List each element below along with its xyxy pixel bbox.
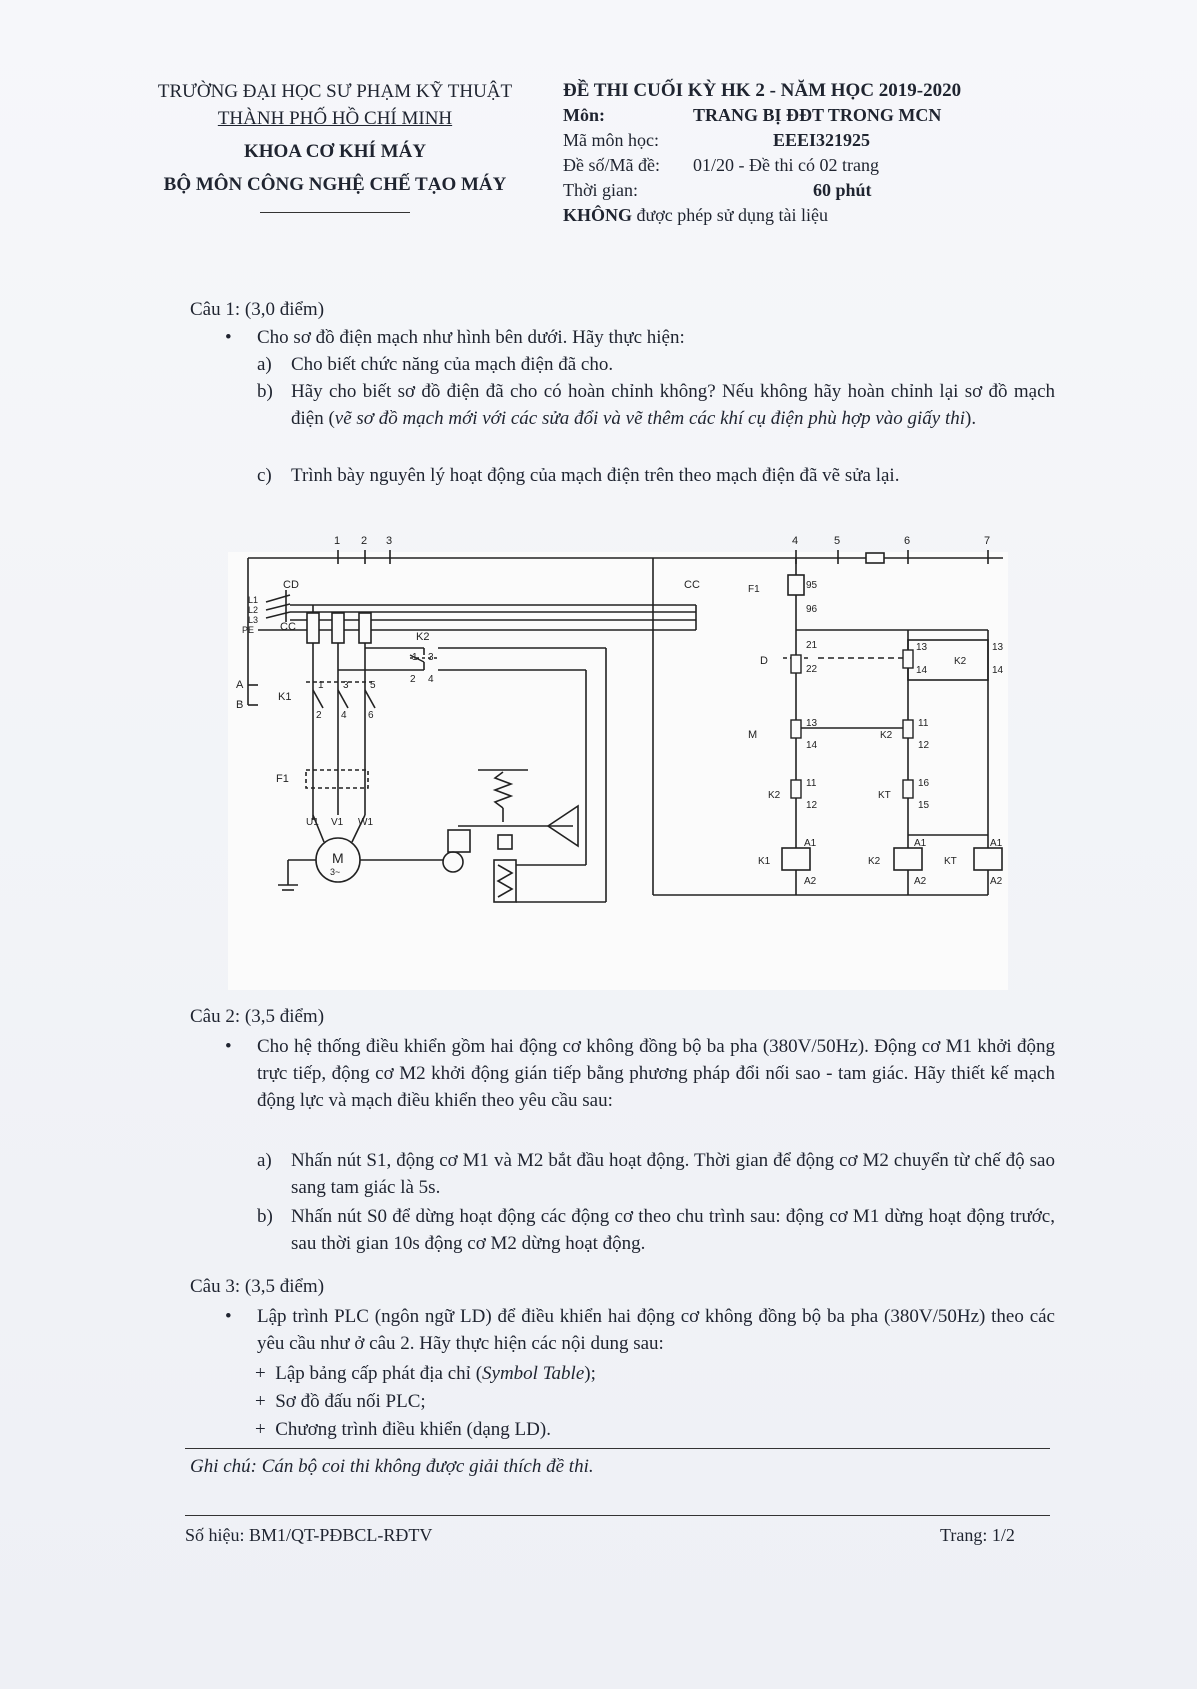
- circuit-diagram: [228, 530, 1008, 990]
- q3-title: Câu 3: (3,5 điểm): [190, 1276, 325, 1297]
- label-kt-contact: KT: [878, 790, 891, 801]
- q1-title: Câu 1: (3,0 điểm): [190, 299, 325, 320]
- q3-item-1-end: );: [584, 1363, 596, 1384]
- label-kt-coil: KT: [944, 856, 957, 867]
- pin-13-k2a: 13: [916, 642, 928, 653]
- coil-k1-a2: A2: [804, 876, 817, 887]
- coil-kt-a2: A2: [990, 876, 1003, 887]
- time-value: 60 phút: [813, 180, 872, 200]
- pin-14-k2a: 14: [916, 665, 928, 676]
- label-k2-nc: K2: [768, 790, 781, 801]
- k1-pin-2: 2: [316, 710, 322, 721]
- plus-marker: +: [255, 1419, 266, 1440]
- subject-label: Môn:: [563, 105, 605, 125]
- faculty-name: KHOA CƠ KHÍ MÁY: [243, 141, 427, 162]
- q1-b-normal: Hãy cho biết sơ đồ điện đã cho có hoàn chỉnh không? Nếu không hãy hoàn chỉnh lại sơ đồ mạch điện (: [291, 381, 1055, 429]
- label-l3: L3: [248, 615, 259, 625]
- school-city: THÀNH PHỐ HỒ CHÍ MINH: [217, 108, 453, 129]
- q3-item-2: [255, 1388, 426, 1415]
- label-cc-control: CC: [684, 579, 700, 591]
- col-num-6: 6: [904, 535, 911, 547]
- pin-3: 3: [428, 652, 434, 663]
- pin-15: 15: [918, 800, 930, 811]
- pin-1: 1: [412, 652, 418, 663]
- note-divider: [185, 1448, 1050, 1449]
- pin-4: 4: [428, 674, 434, 685]
- pin-11-k2: 11: [918, 718, 929, 729]
- pin-14-m: 14: [806, 740, 818, 751]
- no-docs-text: được phép sử dụng tài liệu: [636, 205, 829, 225]
- label-d-button: D: [760, 655, 768, 667]
- exam-title: ĐỀ THI CUỐI KỲ HK 2 - NĂM HỌC 2019-2020: [563, 80, 962, 101]
- coil-k1-a1: A1: [804, 838, 817, 849]
- pin-96: 96: [806, 604, 818, 615]
- q3-item-2-text: Sơ đồ đấu nối PLC;: [275, 1391, 426, 1412]
- label-k1-coil: K1: [758, 856, 771, 867]
- q3-intro: [225, 1303, 1055, 1357]
- footer-divider: [185, 1515, 1050, 1516]
- label-motor-phase: 3~: [330, 867, 341, 877]
- header-divider: [260, 212, 410, 213]
- q3-item-3: [255, 1416, 551, 1443]
- label-l2: L2: [248, 605, 259, 615]
- label-cc-power: CC: [280, 621, 296, 633]
- coil-k2-a2: A2: [914, 876, 927, 887]
- pin-12-k2c: 12: [806, 800, 818, 811]
- bullet-marker: •: [225, 1306, 232, 1327]
- q2-intro-text: Cho hệ thống điều khiển gồm hai động cơ không đồng bộ ba pha (380V/50Hz). Động cơ M1 khởi động trực tiếp, động cơ M2 khởi động gián tiếp bằng phương pháp đổi nối sao - tam giác. Hãy thiết kế mạch động lực và mạch điều khiển theo yêu cầu sau:: [257, 1036, 1055, 1111]
- q1-c-text: Trình bày nguyên lý hoạt động của mạch điện trên theo mạch điện đã vẽ sửa lại.: [291, 465, 900, 486]
- school-name: TRƯỜNG ĐẠI HỌC SƯ PHẠM KỸ THUẬT: [157, 81, 513, 102]
- label-u1: U1: [306, 817, 319, 828]
- k1-pin-6: 6: [368, 710, 374, 721]
- coil-k2-a1: A1: [914, 838, 927, 849]
- header-right: [563, 78, 1063, 228]
- header-left: [120, 78, 550, 213]
- q3-item-1-italic: Symbol Table: [482, 1363, 585, 1384]
- q3-item-3-text: Chương trình điều khiển (dạng LD).: [275, 1419, 551, 1440]
- code-value: EEEI321925: [773, 130, 871, 150]
- label-k1-power: K1: [278, 691, 292, 703]
- q2-b-text: Nhấn nút S0 để dừng hoạt động các động cơ theo chu trình sau: động cơ M1 dừng hoạt động trước, sau thời gian 10s động cơ M2 dừng hoạt động.: [291, 1206, 1055, 1254]
- label-w1: W1: [358, 817, 373, 828]
- q2-b: [257, 1203, 1055, 1257]
- col-num-7: 7: [984, 535, 991, 547]
- coil-kt-a1: A1: [990, 838, 1003, 849]
- no-docs-bold: KHÔNG: [563, 205, 633, 225]
- label-pe: PE: [242, 625, 255, 635]
- pin-13-m: 13: [806, 718, 818, 729]
- label-a: a): [257, 354, 272, 375]
- pin-12-k2: 12: [918, 740, 930, 751]
- q2-intro: [225, 1033, 1055, 1114]
- label-motor: M: [332, 850, 344, 866]
- q1-b: [257, 378, 1055, 432]
- label-k2-selfhold: K2: [954, 656, 967, 667]
- label-b-rail: B: [236, 699, 244, 711]
- label-k2-power: K2: [416, 631, 430, 643]
- pin-21: 21: [806, 640, 818, 651]
- subject-value: TRANG BỊ ĐĐT TRONG MCN: [693, 105, 942, 125]
- pin-11-k2c: 11: [806, 778, 817, 789]
- q1-intro: [225, 324, 1055, 351]
- bullet-marker: •: [225, 327, 232, 348]
- label-k2-coil: K2: [868, 856, 881, 867]
- exam-no-value: 01/20 - Đề thi có 02 trang: [693, 155, 879, 175]
- pin-95: 95: [806, 580, 818, 591]
- q1-intro-text: Cho sơ đồ điện mạch như hình bên dưới. Hãy thực hiện:: [257, 327, 685, 348]
- time-label: Thời gian:: [563, 180, 639, 200]
- q1-a-text: Cho biết chức năng của mạch điện đã cho.: [291, 354, 614, 375]
- footer-code: Số hiệu: BM1/QT-PĐBCL-RĐTV: [185, 1525, 433, 1545]
- footer-page: Trang: 1/2: [940, 1525, 1015, 1545]
- exam-no-label: Đề số/Mã đề:: [563, 155, 660, 175]
- bullet-marker: •: [225, 1036, 232, 1057]
- q2-a: [257, 1147, 1055, 1201]
- label-c: c): [257, 465, 272, 486]
- q1-c: [257, 462, 1055, 489]
- col-num-3: 3: [386, 535, 393, 547]
- pin-16: 16: [918, 778, 930, 789]
- pin-14-k2b: 14: [992, 665, 1004, 676]
- col-num-2: 2: [361, 535, 368, 547]
- label-m-button: M: [748, 729, 758, 741]
- k1-pin-3: 3: [343, 680, 349, 691]
- plus-marker: +: [255, 1391, 266, 1412]
- label-f1-control: F1: [748, 584, 760, 595]
- label-a: a): [257, 1150, 272, 1171]
- k1-pin-5: 5: [370, 680, 376, 691]
- diagram-background: [228, 552, 1008, 990]
- q3-item-1: [255, 1360, 596, 1387]
- q3-intro-text: Lập trình PLC (ngôn ngữ LD) để điều khiển hai động cơ không đồng bộ ba pha (380V/50Hz) theo các yêu cầu như ở câu 2. Hãy thực hiện các nội dung sau:: [257, 1306, 1055, 1354]
- pin-13-k2b: 13: [992, 642, 1004, 653]
- plus-marker: +: [255, 1363, 266, 1384]
- label-b: b): [257, 381, 273, 402]
- q1-b-end: ).: [965, 408, 977, 429]
- label-f1-power: F1: [276, 773, 289, 785]
- k1-pin-1: 1: [318, 680, 324, 691]
- exam-note: Ghi chú: Cán bộ coi thi không được giải thích đề thi.: [190, 1456, 594, 1477]
- col-num-1: 1: [334, 535, 341, 547]
- label-v1: V1: [331, 817, 344, 828]
- col-num-5: 5: [834, 535, 841, 547]
- col-num-4: 4: [792, 535, 799, 547]
- q3-item-1-normal: Lập bảng cấp phát địa chỉ (: [275, 1363, 483, 1384]
- q1-a: [257, 351, 1055, 378]
- department-name: BỘ MÔN CÔNG NGHỆ CHẾ TẠO MÁY: [163, 174, 507, 195]
- label-b: b): [257, 1206, 273, 1227]
- code-label: Mã môn học:: [563, 130, 659, 150]
- k1-pin-4: 4: [341, 710, 347, 721]
- q1-b-text: [291, 378, 1055, 432]
- q1-b-italic: vẽ sơ đồ mạch mới với các sửa đổi và vẽ thêm các khí cụ điện phù hợp vào giấy thi: [334, 408, 966, 429]
- q2-title: Câu 2: (3,5 điểm): [190, 1006, 325, 1027]
- label-a-rail: A: [236, 679, 244, 691]
- q2-a-text: Nhấn nút S1, động cơ M1 và M2 bắt đầu hoạt động. Thời gian để động cơ M2 chuyển từ chế độ sao sang tam giác là 5s.: [291, 1150, 1055, 1198]
- pin-2: 2: [410, 674, 416, 685]
- label-l1: L1: [248, 595, 259, 605]
- label-cd: CD: [283, 579, 299, 591]
- label-k2-interlock: K2: [880, 730, 893, 741]
- pin-22: 22: [806, 664, 818, 675]
